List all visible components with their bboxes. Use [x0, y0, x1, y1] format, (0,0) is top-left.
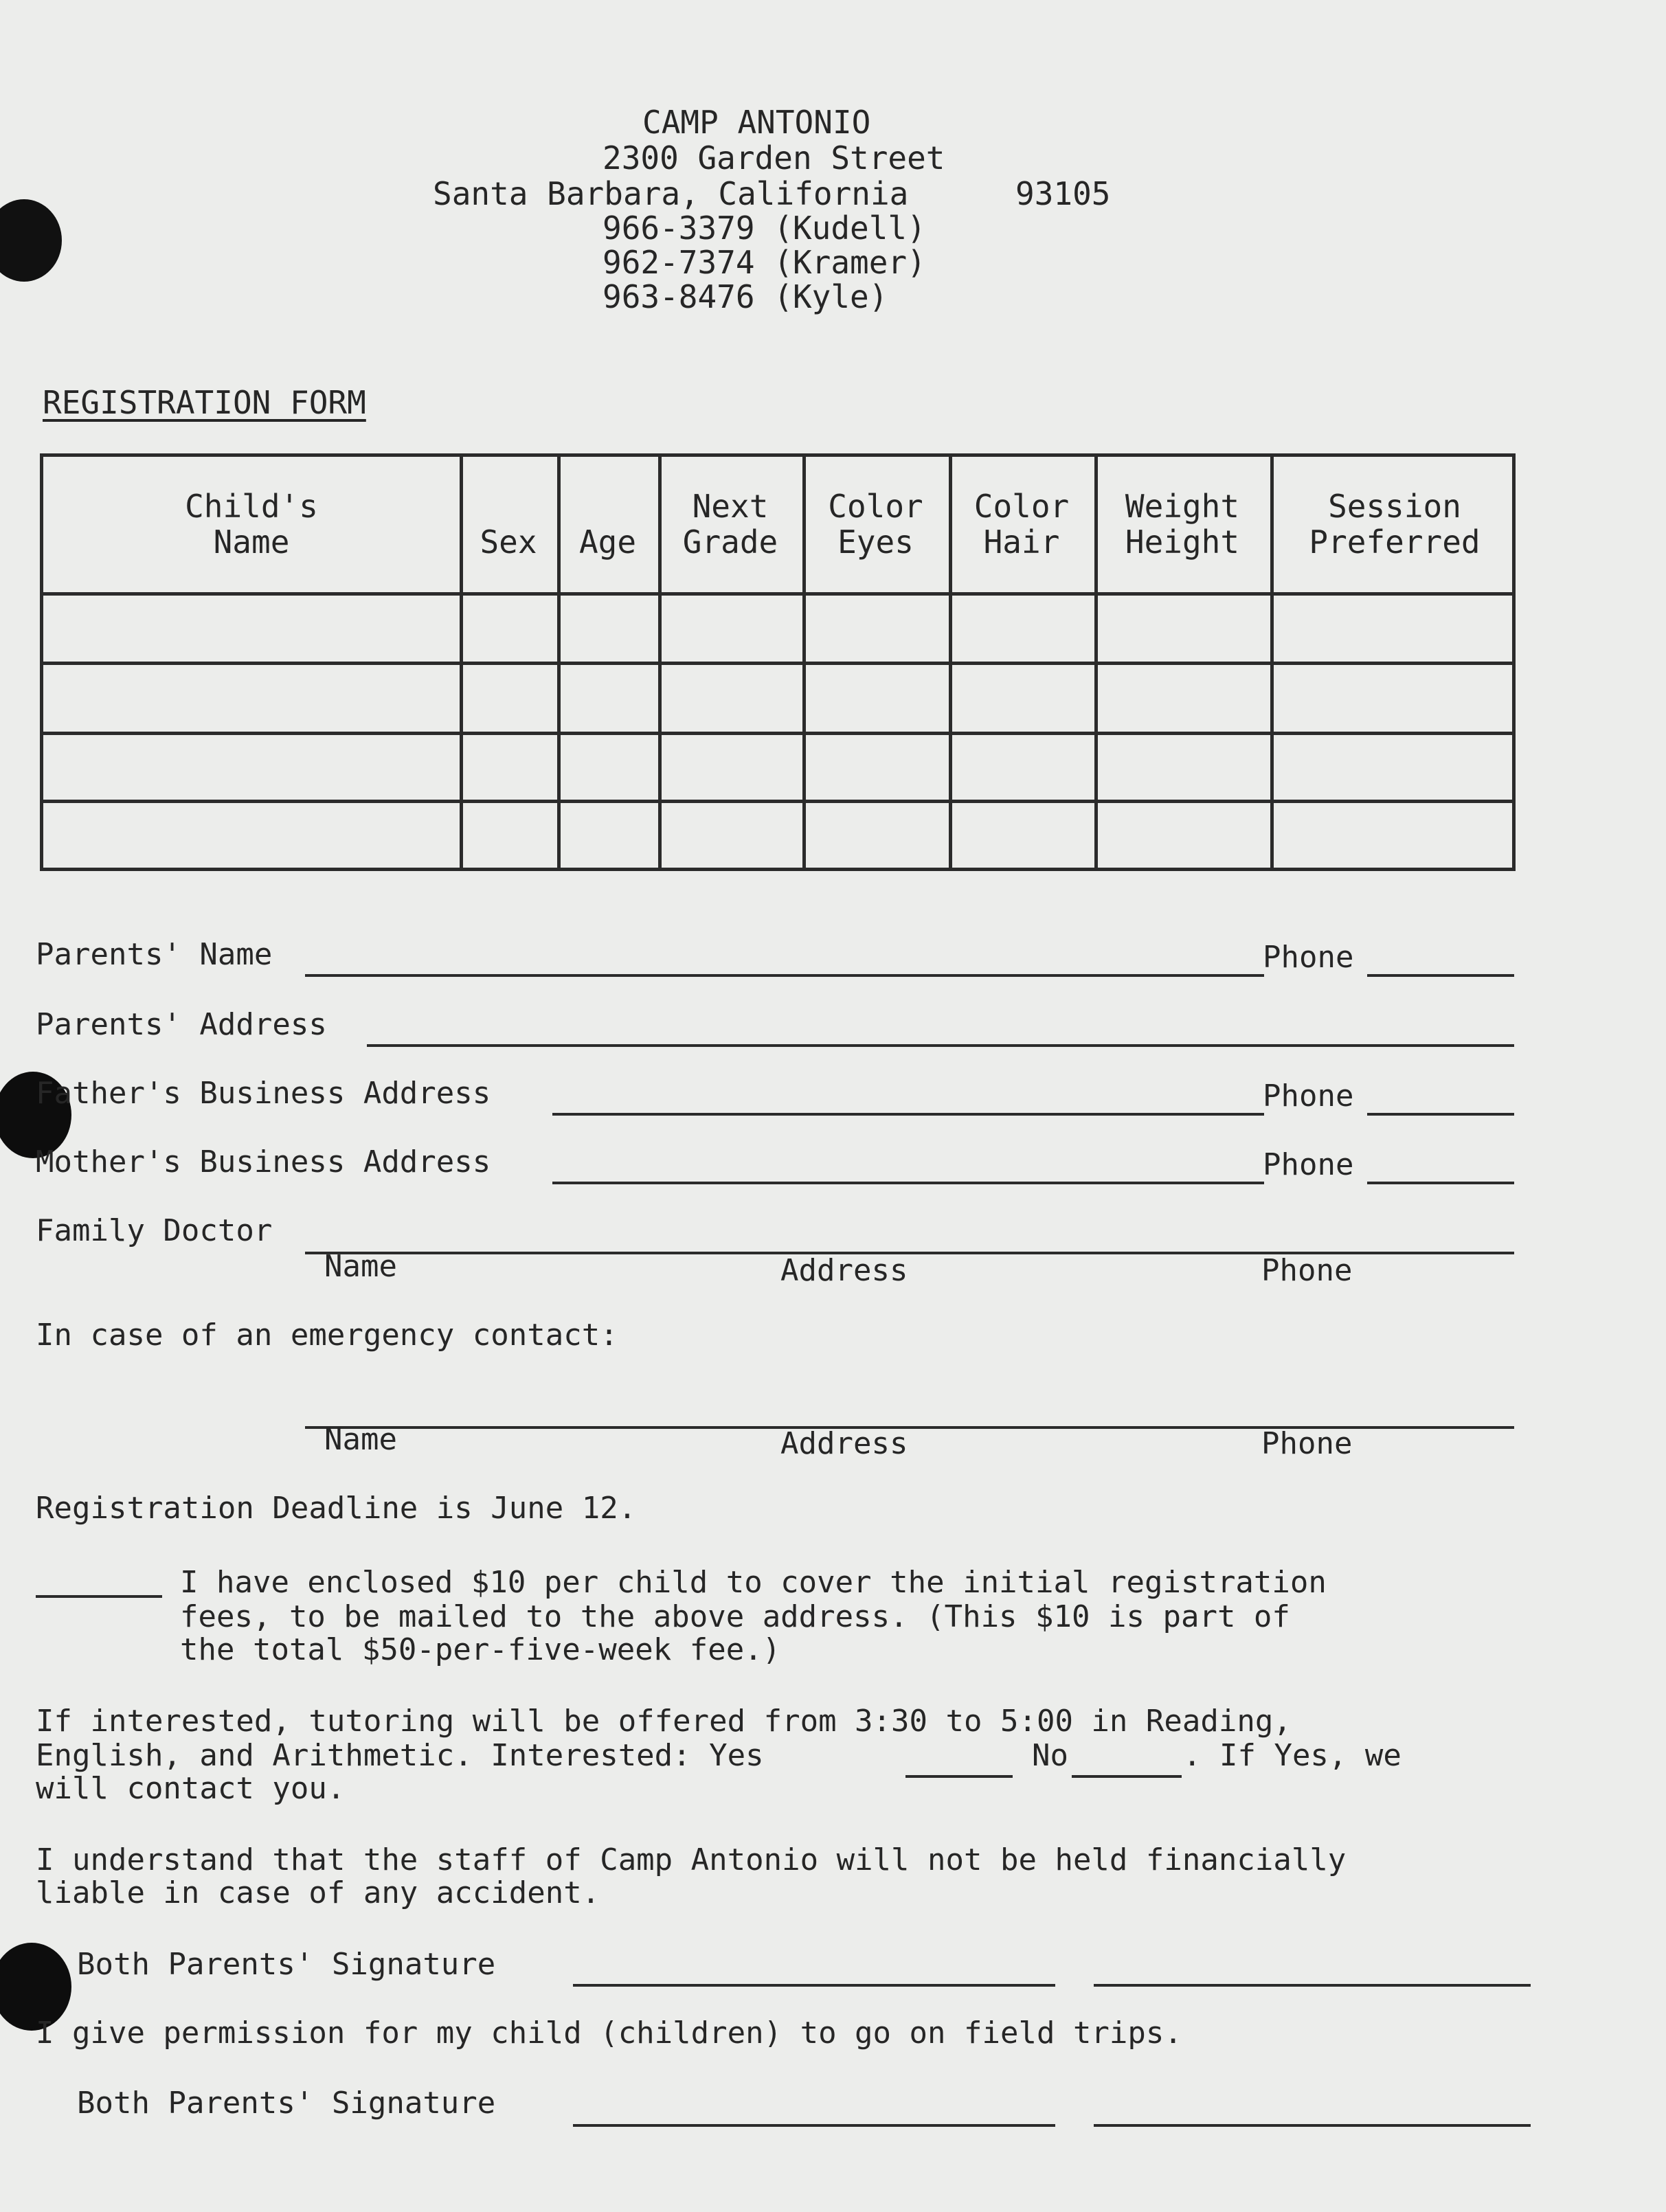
camp-phone-kudell: 966-3379 (Kudell) [603, 210, 926, 247]
emergency-address-caption: Address [780, 1426, 908, 1461]
emergency-phone-caption: Phone [1261, 1426, 1353, 1461]
father-business-label: Father's Business Address [36, 1076, 491, 1111]
liability-signature-field-1[interactable] [573, 1984, 1055, 1987]
emergency-name-caption: Name [324, 1422, 397, 1457]
punch-hole-top [0, 199, 62, 282]
liability-text-line-1: I understand that the staff of Camp Antonio will not be held financially [36, 1842, 1347, 1877]
tutoring-text-line-2c: . If Yes, we [1183, 1738, 1402, 1773]
doctor-name-caption: Name [324, 1249, 397, 1284]
mother-business-label: Mother's Business Address [36, 1144, 491, 1180]
mother-phone-label: Phone [1263, 1147, 1354, 1182]
parents-name-label: Parents' Name [36, 937, 273, 972]
father-phone-field[interactable] [1367, 1113, 1514, 1116]
field-trips-signature-field-2[interactable] [1094, 2124, 1531, 2127]
camp-street: 2300 Garden Street [603, 139, 945, 177]
doctor-address-caption: Address [780, 1253, 908, 1288]
column-header-age: Age [578, 523, 637, 561]
fee-checkmark-field[interactable] [36, 1595, 162, 1598]
camp-phone-kramer: 962-7374 (Kramer) [603, 244, 926, 281]
camp-name: CAMP ANTONIO [642, 104, 871, 141]
column-header-weight-height: Weight Height [1125, 488, 1240, 561]
fee-text-line-1: I have enclosed $10 per child to cover the initial registration [180, 1565, 1327, 1600]
liability-signature-field-2[interactable] [1094, 1984, 1531, 1987]
emergency-contact-label: In case of an emergency contact: [36, 1318, 618, 1353]
parents-phone-field[interactable] [1367, 974, 1514, 977]
parents-address-label: Parents' Address [36, 1007, 327, 1042]
camp-phone-kyle: 963-8476 (Kyle) [603, 278, 888, 315]
registration-deadline: Registration Deadline is June 12. [36, 1491, 637, 1526]
camp-city-state: Santa Barbara, California [433, 175, 909, 212]
family-doctor-label: Family Doctor [36, 1213, 273, 1248]
column-header-childs-name: Child's Name [185, 488, 318, 561]
field-trips-signature-field-1[interactable] [573, 2124, 1055, 2127]
column-header-sex: Sex [480, 523, 537, 561]
doctor-phone-caption: Phone [1261, 1253, 1353, 1288]
column-header-color-eyes: Color Eyes [828, 488, 923, 561]
tutoring-no-field[interactable] [1072, 1775, 1182, 1778]
tutoring-text-line-2a: English, and Arithmetic. Interested: Yes [36, 1738, 764, 1773]
fee-text-line-3: the total $50-per-five-week fee.) [180, 1632, 781, 1667]
children-table [40, 453, 1516, 871]
parents-name-field[interactable] [305, 974, 1264, 977]
column-header-next-grade: Next Grade [682, 488, 778, 561]
mother-business-field[interactable] [552, 1182, 1264, 1184]
form-title: REGISTRATION FORM [43, 384, 366, 421]
field-trips-signature-label: Both Parents' Signature [77, 2086, 496, 2121]
liability-signature-label: Both Parents' Signature [77, 1947, 496, 1982]
father-phone-label: Phone [1263, 1079, 1354, 1114]
parents-address-field[interactable] [367, 1044, 1514, 1047]
tutoring-yes-field[interactable] [905, 1775, 1013, 1778]
liability-text-line-2: liable in case of any accident. [36, 1875, 600, 1910]
fee-text-line-2: fees, to be mailed to the above address. (This $10 is part of [180, 1599, 1290, 1634]
tutoring-text-line-1: If interested, tutoring will be offered from 3:30 to 5:00 in Reading, [36, 1704, 1292, 1739]
column-header-color-hair: Color Hair [973, 488, 1070, 561]
column-header-session-preferred: Session Preferred [1309, 488, 1481, 561]
tutoring-text-line-3: will contact you. [36, 1771, 346, 1806]
camp-zip: 93105 [1015, 175, 1111, 212]
mother-phone-field[interactable] [1367, 1182, 1514, 1184]
tutoring-no-label: No [1032, 1738, 1068, 1773]
field-trips-permission: I give permission for my child (children) to go on field trips. [36, 2016, 1182, 2051]
father-business-field[interactable] [552, 1113, 1264, 1116]
parents-phone-label: Phone [1263, 940, 1354, 975]
